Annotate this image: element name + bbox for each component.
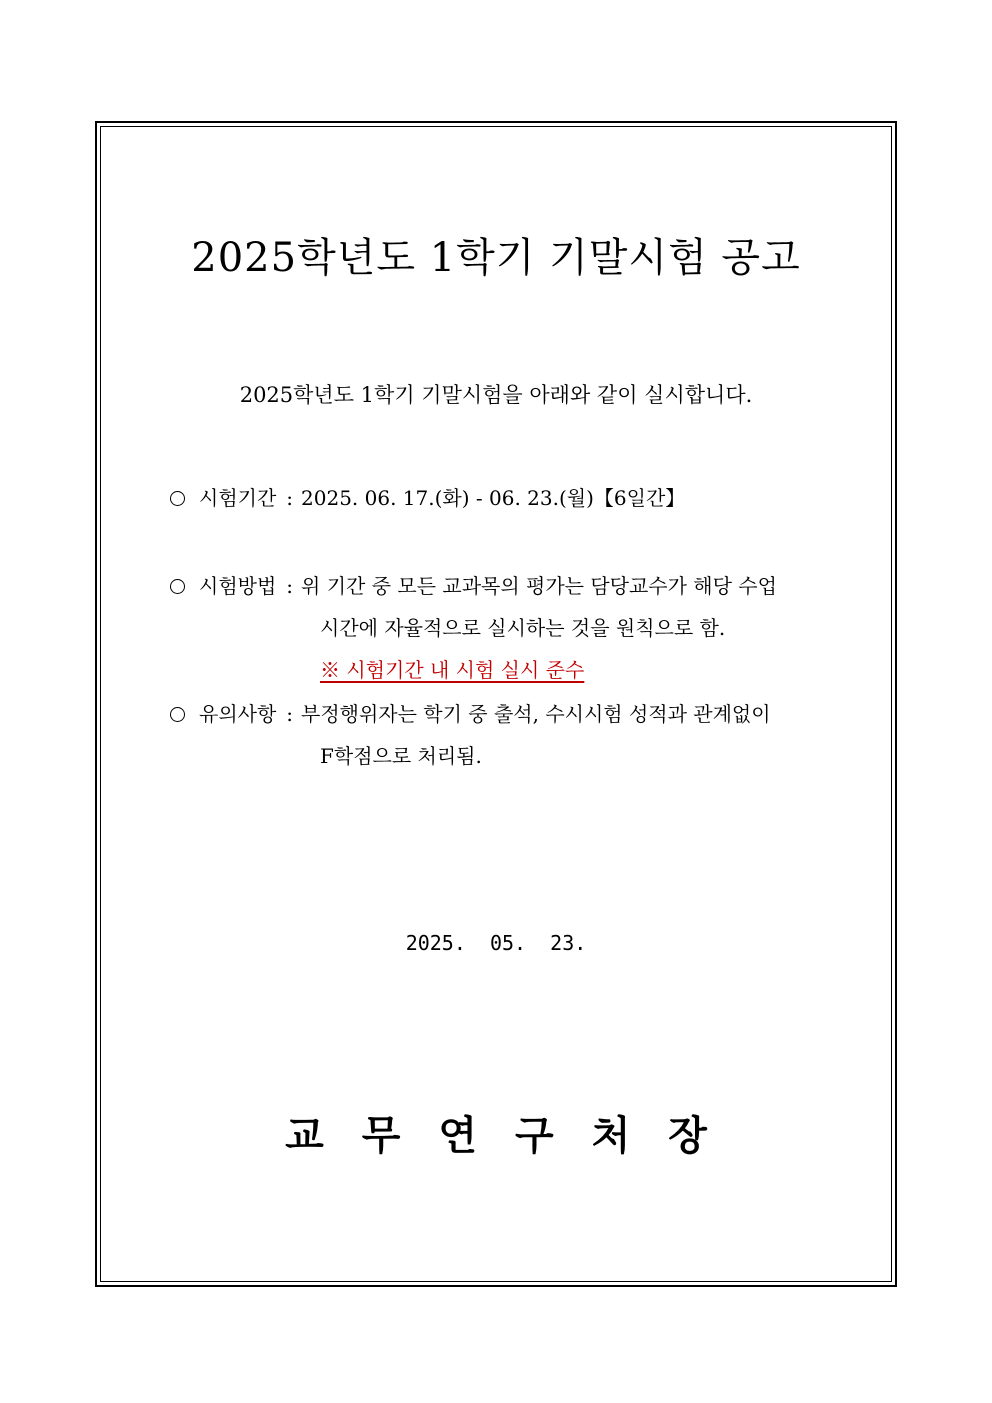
circle-bullet-icon xyxy=(170,707,185,722)
circle-bullet-icon xyxy=(170,491,185,506)
item-value: 위 기간 중 모든 교과목의 평가는 담당교수가 해당 수업 xyxy=(301,574,777,598)
item-exam-method xyxy=(170,571,777,601)
item-value: 부정행위자는 학기 중 출석, 수시시험 성적과 관계없이 xyxy=(301,702,771,726)
circle-bullet-icon xyxy=(170,579,185,594)
item-precautions xyxy=(170,699,771,729)
colon: : xyxy=(286,574,294,598)
signer-title: 교무연구처장 xyxy=(285,1112,745,1159)
colon: : xyxy=(286,486,294,510)
item-label: 시험기간 xyxy=(199,486,277,510)
intro-text: 2025학년도 1학기 기말시험을 아래와 같이 실시합니다. xyxy=(239,383,753,407)
colon: : xyxy=(286,702,294,726)
item-exam-method-line-2: 시간에 자율적으로 실시하는 것을 원칙으로 함. xyxy=(320,616,726,640)
item-precautions-line-2: F학점으로 처리됨. xyxy=(320,744,482,768)
announcement-date: 2025. 05. 23. xyxy=(405,931,587,955)
item-exam-period xyxy=(170,483,685,513)
item-label: 시험방법 xyxy=(199,574,277,598)
page-title: 2025학년도 1학기 기말시험 공고 xyxy=(191,235,801,281)
notice-text: ※ 시험기간 내 시험 실시 준수 xyxy=(320,658,585,682)
item-label: 유의사항 xyxy=(199,702,277,726)
item-value: 2025. 06. 17.(화) - 06. 23.(월)【6일간】 xyxy=(301,486,686,510)
